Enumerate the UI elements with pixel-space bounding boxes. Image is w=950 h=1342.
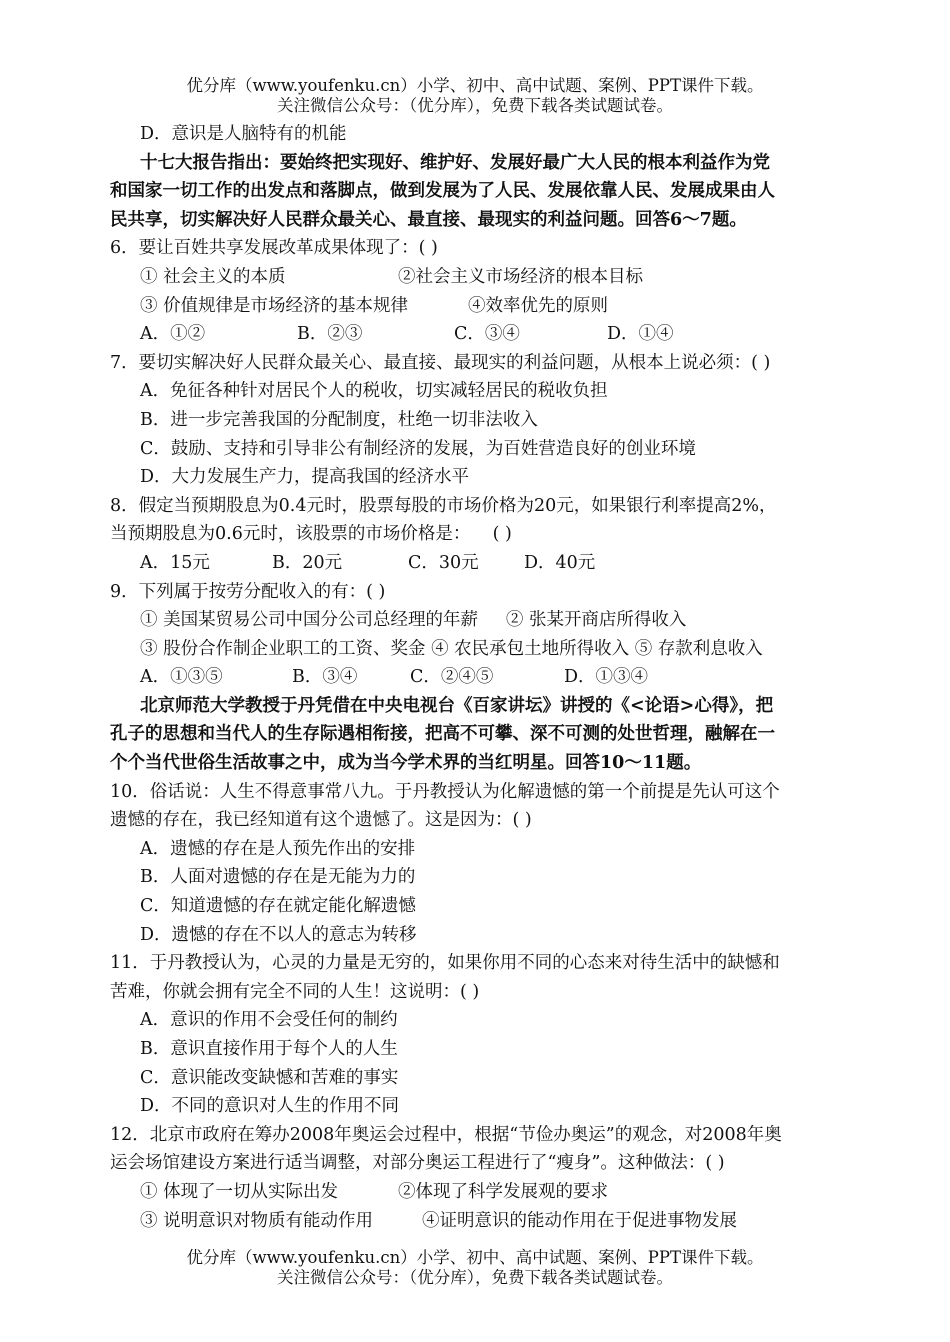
page-footer: [0, 1248, 950, 1288]
question-stem: 遗憾的存在，我已经知道有这个遗憾了。这是因为：( ): [110, 810, 532, 831]
option-a: A．①③⑤: [140, 667, 223, 688]
option-a: A．遗憾的存在是人预先作出的安排: [140, 838, 416, 859]
question-stem: 当预期股息为0.6元时，该股票的市场价格是： ( ): [110, 524, 512, 545]
option-b: B．意识直接作用于每个人的人生: [140, 1039, 398, 1059]
option-a: A．意识的作用不会受任何的制约: [140, 1010, 398, 1031]
question-stem: 12．北京市政府在筹办2008年奥运会过程中，根据“节俭办奥运”的观念，对2008年奥: [110, 1124, 782, 1145]
material-2-line: 孔子的思想和当代人的生存际遇相衔接，把高不可攀、深不可测的处世哲理，融解在一: [110, 724, 775, 745]
statement-row: [110, 1178, 845, 1207]
answer-options: [110, 320, 845, 349]
option-d: D．40元: [524, 552, 596, 573]
statement: ③ 价值规律是市场经济的基本规律: [140, 295, 409, 316]
option-d: D．①③④: [564, 667, 649, 688]
question-stem: 11．于丹教授认为，心灵的力量是无穷的，如果你用不同的心态来对待生活中的缺憾和: [110, 953, 780, 974]
option-d: D．①④: [607, 324, 674, 345]
question-stem: 8．假定当预期股息为0.4元时，股票每股的市场价格为20元，如果银行利率提高2%，: [110, 495, 777, 516]
material-1-line: 民共享，切实解决好人民群众最关心、最直接、最现实的利益问题。回答6～7题。: [110, 209, 747, 230]
option-b: B．人面对遗憾的存在是无能为力的: [140, 867, 416, 888]
material-2-line: 个个当代世俗生活故事之中，成为当今学术界的当红明星。回答10～11题。: [110, 753, 702, 774]
header-line-1: 优分库（www.youfenku.cn）小学、初中、高中试题、案例、PPT课件下载。: [186, 76, 764, 95]
option-c: C．③④: [454, 324, 520, 345]
answer-options: [110, 549, 845, 578]
question-10: [110, 778, 845, 950]
option-c: C．30元: [408, 552, 479, 573]
question-12: [110, 1121, 845, 1235]
option-c: C．②④⑤: [410, 667, 494, 688]
material-2: [110, 692, 845, 778]
option-b: B．②③: [297, 324, 363, 345]
option-b: B．20元: [272, 552, 343, 573]
statement: ④效率优先的原则: [468, 295, 608, 316]
question-6: [110, 234, 845, 348]
footer-line-1: 优分库（www.youfenku.cn）小学、初中、高中试题、案例、PPT课件下载。: [186, 1248, 764, 1267]
option-b: B．进一步完善我国的分配制度，杜绝一切非法收入: [140, 409, 538, 430]
statement: ④证明意识的能动作用在于促进事物发展: [422, 1210, 737, 1231]
option-a: A．①②: [140, 324, 206, 345]
option-d: D．不同的意识对人生的作用不同: [140, 1096, 400, 1117]
question-stem: 9．下列属于按劳分配收入的有：( ): [110, 581, 386, 602]
question-stem: 苦难，你就会拥有完全不同的人生！这说明：( ): [110, 981, 480, 1002]
footer-line-2: 关注微信公众号：（优分库），免费下载各类试题试卷。: [277, 1268, 673, 1287]
statement-row: ③ 股份合作制企业职工的工资、奖金 ④ 农民承包土地所得收入 ⑤ 存款利息收入: [140, 638, 763, 659]
statement-row: ① 美国某贸易公司中国分公司总经理的年薪 ② 张某开商店所得收入: [140, 610, 687, 631]
statement: ②体现了科学发展观的要求: [398, 1181, 608, 1202]
material-1: [110, 149, 845, 235]
option-d: D．遗憾的存在不以人的意志为转移: [140, 924, 417, 945]
question-7: [110, 349, 845, 492]
page-header: [0, 76, 950, 116]
question-11: [110, 949, 845, 1121]
question-8: [110, 492, 845, 578]
question-stem: 10．俗话说：人生不得意事常八九。于丹教授认为化解遗憾的第一个前提是先认可这个: [110, 781, 780, 802]
statement-row: [110, 263, 845, 292]
prev-option-d: D．意识是人脑特有的机能: [140, 124, 347, 144]
option-c: C．知道遗憾的存在就定能化解遗憾: [140, 896, 416, 917]
statement-row: [110, 1207, 845, 1236]
question-stem: 运会场馆建设方案进行适当调整，对部分奥运工程进行了“瘦身”。这种做法：( ): [110, 1153, 725, 1174]
statement: ① 体现了一切从实际出发: [140, 1181, 339, 1202]
statement: ① 社会主义的本质: [140, 266, 286, 287]
material-2-line: 北京师范大学教授于丹凭借在中央电视台《百家讲坛》讲授的《<论语>心得》，把: [140, 695, 774, 716]
material-1-line: 和国家一切工作的出发点和落脚点，做到发展为了人民、发展依靠人民、发展成果由人: [110, 181, 775, 202]
question-9: [110, 578, 845, 692]
statement-row: [110, 292, 845, 321]
option-a: A．15元: [140, 552, 210, 573]
material-1-line: 十七大报告指出：要始终把实现好、维护好、发展好最广大人民的根本利益作为党: [140, 152, 770, 173]
document-body: [110, 120, 845, 1235]
option-a: A．免征各种针对居民个人的税收，切实减轻居民的税收负担: [140, 381, 608, 402]
option-c: C．意识能改变缺憾和苦难的事实: [140, 1067, 399, 1088]
statement: ③ 说明意识对物质有能动作用: [140, 1210, 374, 1231]
answer-options: [110, 663, 845, 692]
option-d: D．大力发展生产力，提高我国的经济水平: [140, 467, 470, 488]
statement: ②社会主义市场经济的根本目标: [398, 266, 643, 287]
option-b: B．③④: [292, 667, 358, 688]
header-line-2: 关注微信公众号：（优分库），免费下载各类试题试卷。: [277, 96, 673, 115]
question-stem: 6．要让百姓共享发展改革成果体现了：( ): [110, 238, 438, 259]
question-stem: 7．要切实解决好人民群众最关心、最直接、最现实的利益问题，从根本上说必须：( ): [110, 352, 771, 373]
option-c: C．鼓励、支持和引导非公有制经济的发展，为百姓营造良好的创业环境: [140, 438, 696, 459]
